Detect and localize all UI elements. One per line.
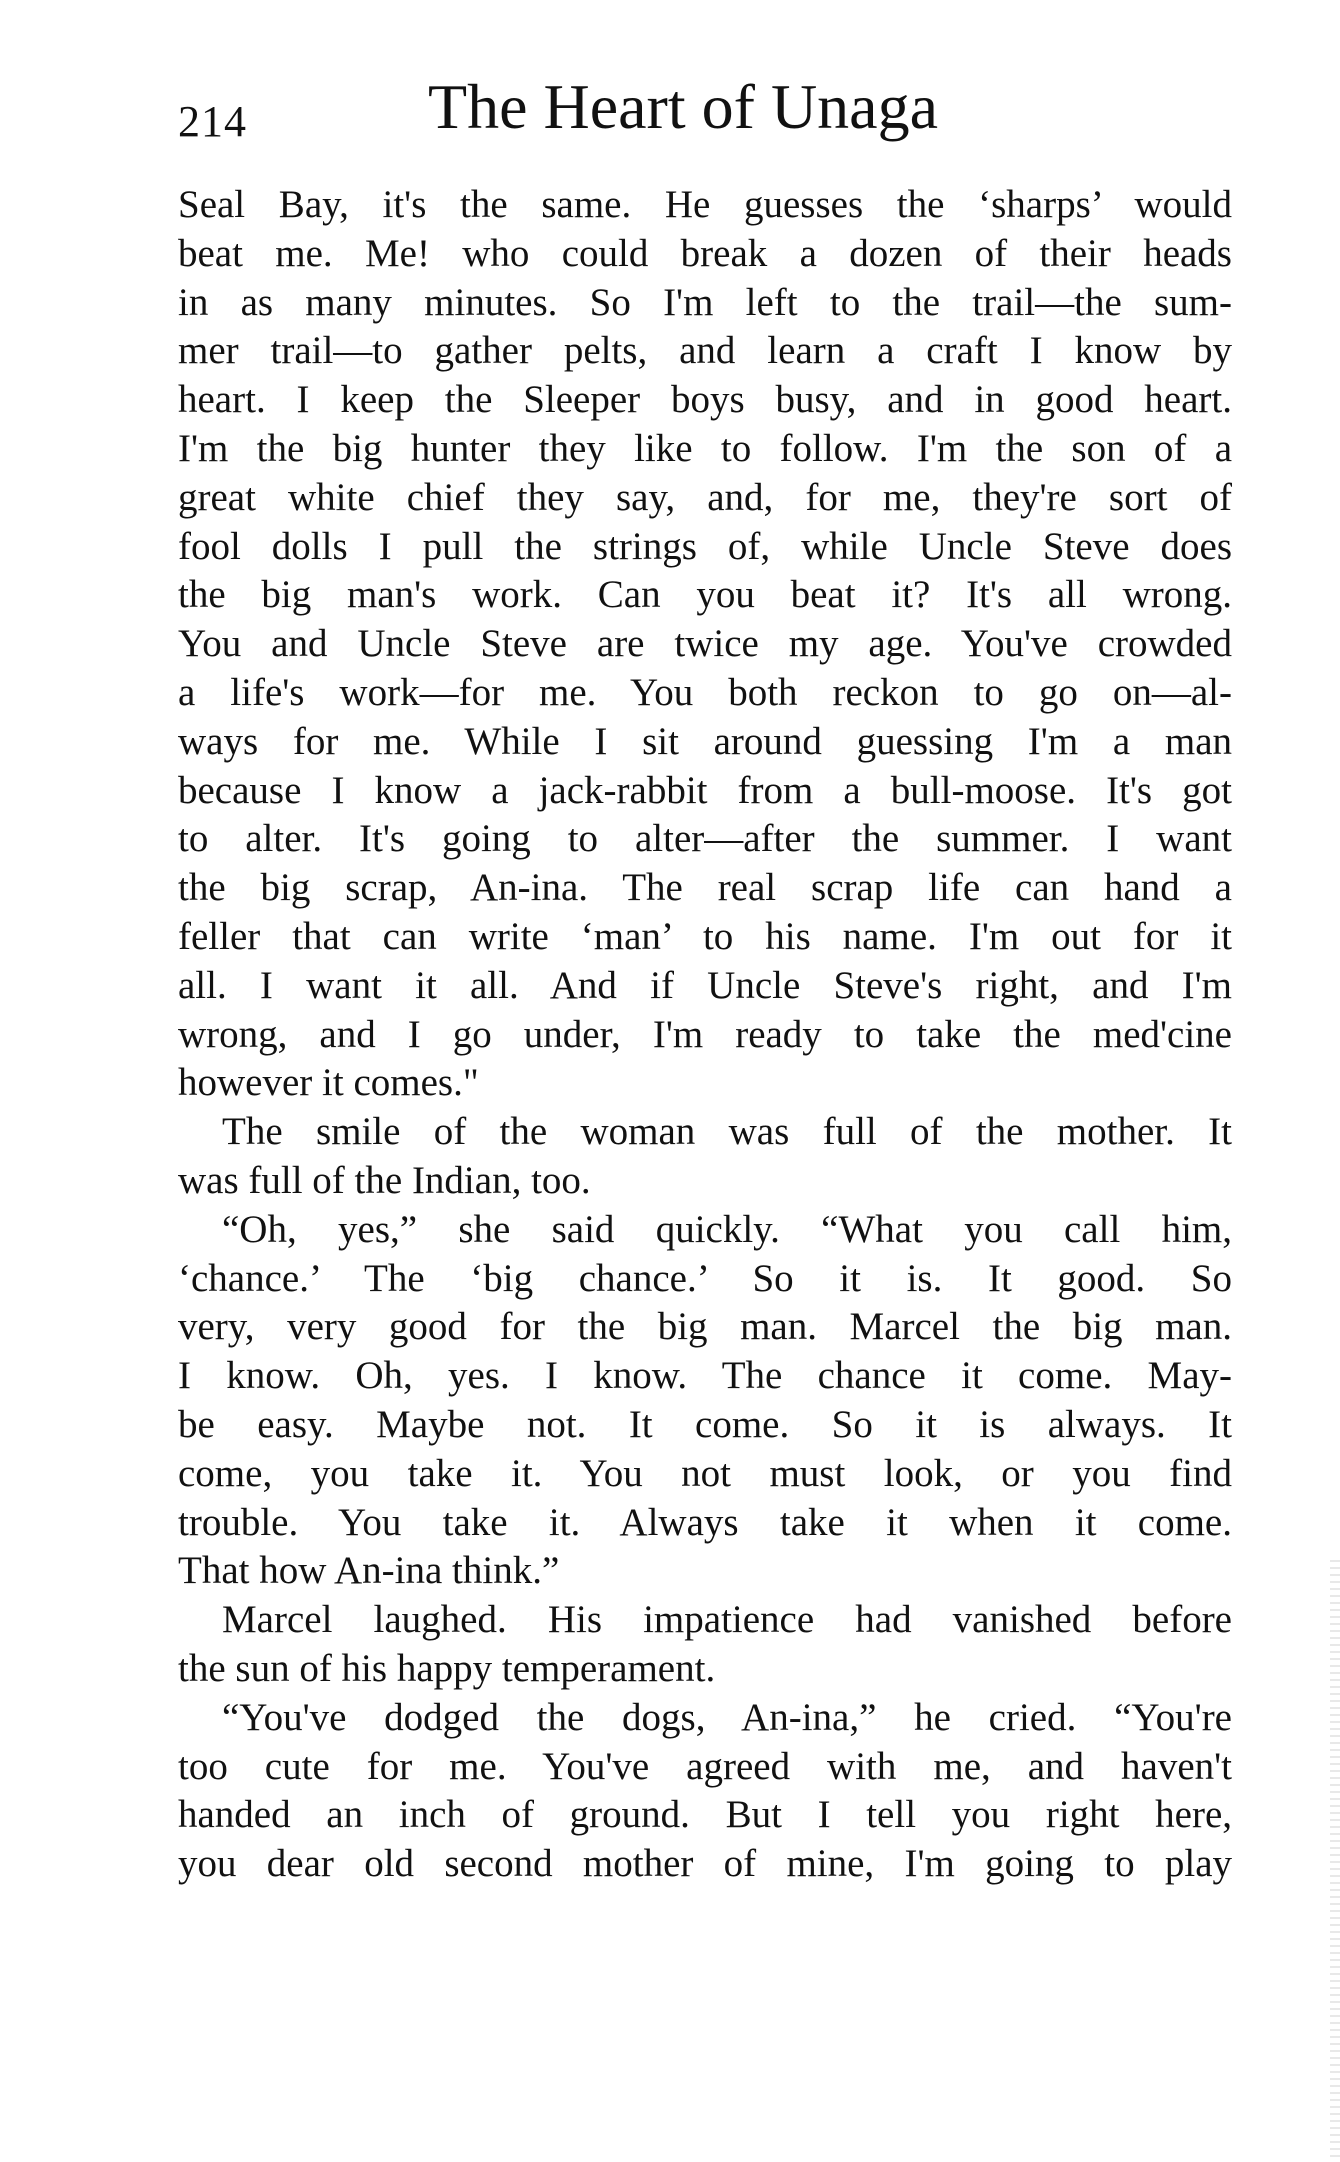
text-line: beat me. Me! who could break a dozen of their heads [178, 231, 1232, 275]
scan-edge [1330, 1560, 1340, 2160]
text-line: feller that can write ‘man’ to his name. I'm out for it [178, 914, 1232, 958]
text-line: you dear old second mother of mine, I'm going to play [178, 1842, 1232, 1886]
text-line: mer trail—to gather pelts, and learn a craft I know by [178, 329, 1232, 373]
text-line: the big man's work. Can you beat it? It's all wrong. [178, 573, 1232, 617]
text-line: I know. Oh, yes. I know. The chance it come. May- [178, 1354, 1232, 1398]
text-line: The smile of the woman was full of the mother. It [222, 1110, 1232, 1154]
page-header [178, 70, 1232, 165]
text-line: to alter. It's going to alter—after the summer. I want [178, 817, 1232, 861]
text-line: I'm the big hunter they like to follow. I'm the son of a [178, 426, 1232, 470]
text-line: come, you take it. You not must look, or you find [178, 1451, 1232, 1495]
text-line: trouble. You take it. Always take it when it come. [178, 1500, 1232, 1544]
text-line: very, very good for the big man. Marcel the big man. [178, 1305, 1232, 1349]
text-line: because I know a jack-rabbit from a bull-moose. It's got [178, 768, 1232, 812]
text-line: the big scrap, An-ina. The real scrap life can hand a [178, 866, 1232, 910]
body-text [178, 181, 1232, 1889]
text-line: “You've dodged the dogs, An-ina,” he cried. “You're [222, 1695, 1232, 1739]
text-line: was full of the Indian, too. [178, 1158, 591, 1202]
text-line: all. I want it all. And if Uncle Steve's right, and I'm [178, 963, 1232, 1007]
text-line: ways for me. While I sit around guessing I'm a man [178, 719, 1232, 763]
book-page [178, 70, 1232, 1889]
text-line: be easy. Maybe not. It come. So it is always. It [178, 1402, 1232, 1446]
text-line: too cute for me. You've agreed with me, and haven't [178, 1744, 1232, 1788]
text-line: You and Uncle Steve are twice my age. You've crowded [178, 622, 1232, 666]
running-title: The Heart of Unaga [428, 71, 938, 142]
text-line: wrong, and I go under, I'm ready to take the med'cine [178, 1012, 1232, 1056]
text-line: a life's work—for me. You both reckon to go on—al- [178, 670, 1232, 714]
text-line: Seal Bay, it's the same. He guesses the ‘sharps’ would [178, 183, 1232, 226]
text-line: “Oh, yes,” she said quickly. “What you call him, [222, 1207, 1232, 1251]
text-line: however it comes." [178, 1061, 479, 1105]
text-line: heart. I keep the Sleeper boys busy, and in good heart. [178, 378, 1232, 422]
text-line: in as many minutes. So I'm left to the trail—the sum- [178, 280, 1232, 324]
text-line: ‘chance.’ The ‘big chance.’ So it is. It good. So [178, 1256, 1232, 1300]
text-line: handed an inch of ground. But I tell you right here, [178, 1793, 1232, 1837]
text-line: fool dolls I pull the strings of, while Uncle Steve does [178, 524, 1232, 568]
text-line: That how An-ina think.” [178, 1549, 560, 1593]
text-line: Marcel laughed. His impatience had vanished before [222, 1598, 1232, 1642]
text-line: great white chief they say, and, for me, they're sort of [178, 475, 1232, 519]
page-number: 214 [178, 97, 247, 146]
text-line: the sun of his happy temperament. [178, 1646, 716, 1690]
